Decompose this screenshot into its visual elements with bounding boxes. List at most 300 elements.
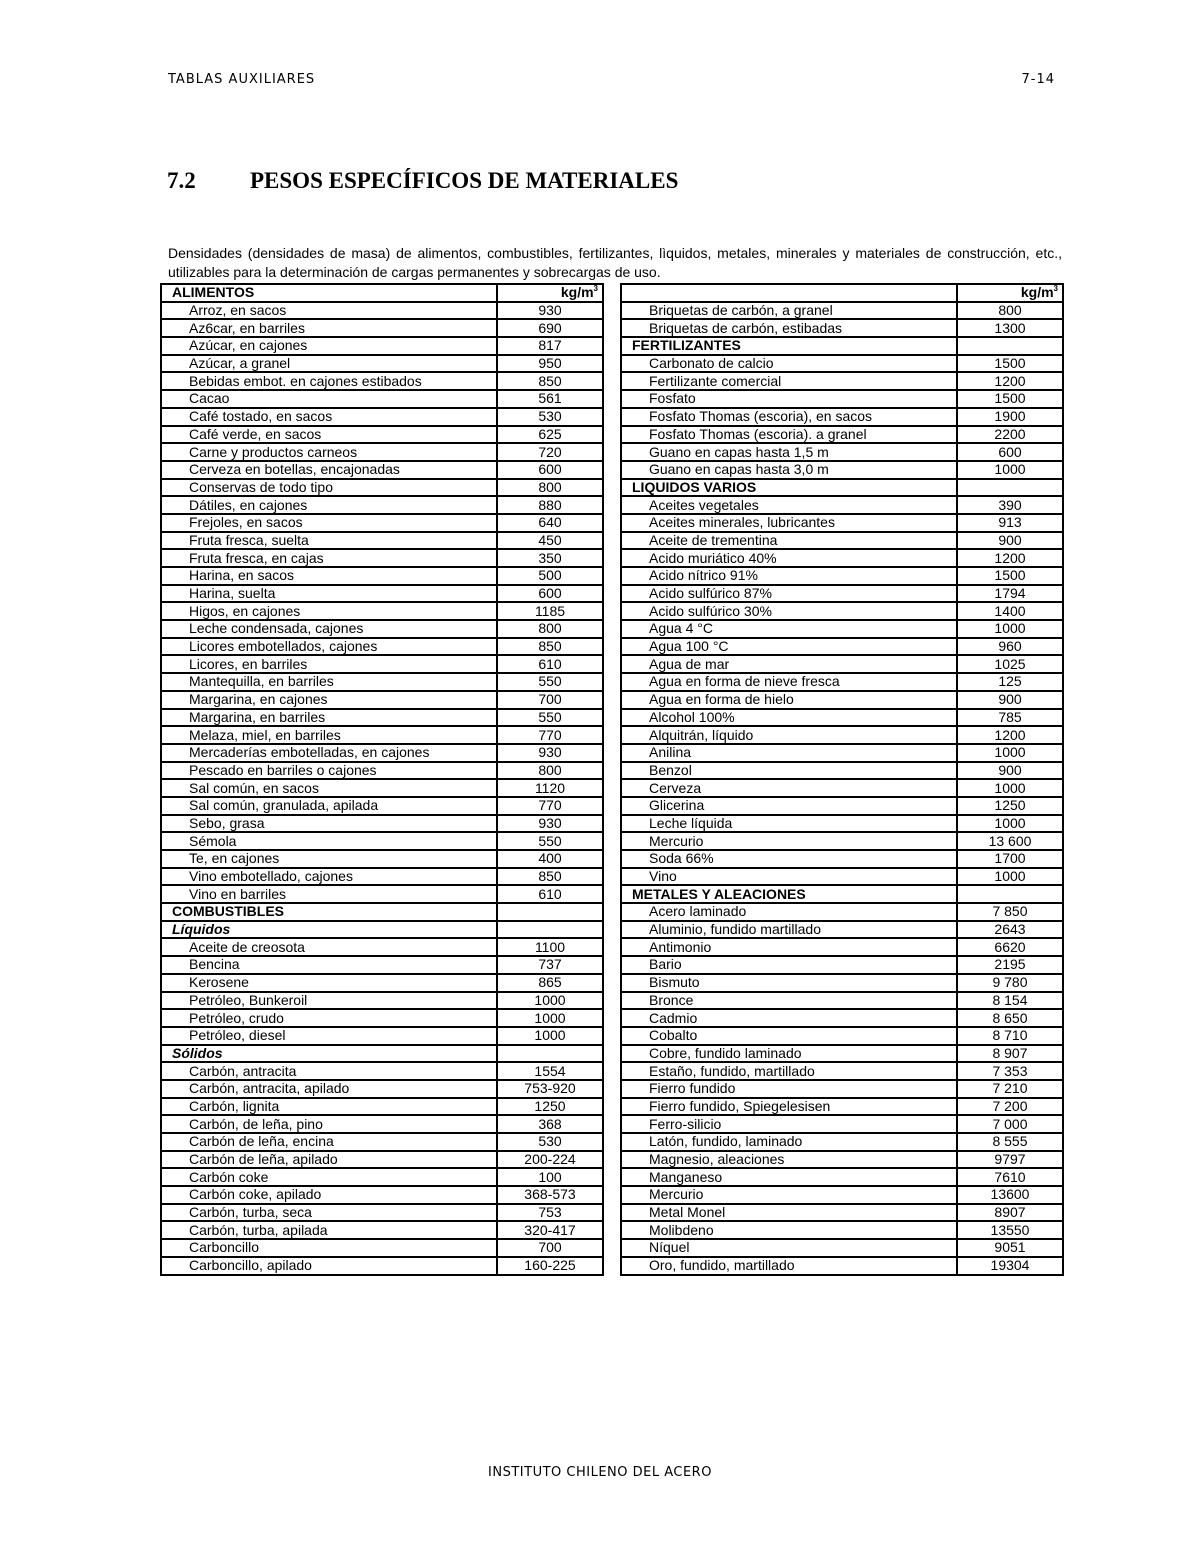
material-name: Alquitrán, líquido bbox=[621, 726, 957, 744]
material-name: Te, en cajones bbox=[161, 850, 497, 868]
material-name: Carbonato de calcio bbox=[621, 355, 957, 373]
material-name: Carbón, antracita, apilado bbox=[161, 1080, 497, 1098]
table-row bbox=[161, 372, 603, 390]
density-value: 900 bbox=[957, 532, 1063, 550]
table-row bbox=[161, 779, 603, 797]
table-row bbox=[621, 514, 1063, 532]
material-name: Aluminio, fundido martillado bbox=[621, 921, 957, 939]
density-value: 8 710 bbox=[957, 1027, 1063, 1045]
table-row bbox=[621, 461, 1063, 479]
category-row bbox=[621, 479, 1063, 497]
table-row bbox=[161, 974, 603, 992]
material-name: Dátiles, en cajones bbox=[161, 496, 497, 514]
density-value: 390 bbox=[957, 496, 1063, 514]
density-value: 1300 bbox=[957, 319, 1063, 337]
table-row bbox=[621, 956, 1063, 974]
table-row bbox=[621, 1080, 1063, 1098]
table-row bbox=[621, 585, 1063, 603]
table-row bbox=[161, 1080, 603, 1098]
table-row bbox=[621, 673, 1063, 691]
density-value: 350 bbox=[497, 549, 603, 567]
density-value: 1500 bbox=[957, 390, 1063, 408]
density-value: 850 bbox=[497, 868, 603, 886]
material-name: FERTILIZANTES bbox=[621, 337, 957, 355]
density-value: 900 bbox=[957, 691, 1063, 709]
density-value: 1000 bbox=[497, 992, 603, 1010]
density-value: 753 bbox=[497, 1204, 603, 1222]
material-name: Mercaderías embotelladas, en cajones bbox=[161, 744, 497, 762]
density-value: 1000 bbox=[957, 779, 1063, 797]
density-value: 1900 bbox=[957, 408, 1063, 426]
unit-superscript: 3 bbox=[1053, 284, 1058, 294]
density-value: 9 780 bbox=[957, 974, 1063, 992]
density-value: 1250 bbox=[957, 797, 1063, 815]
material-name: Bencina bbox=[161, 956, 497, 974]
density-value: 400 bbox=[497, 850, 603, 868]
material-name: Glicerina bbox=[621, 797, 957, 815]
table-row bbox=[621, 1221, 1063, 1239]
density-value: 817 bbox=[497, 337, 603, 355]
material-name: Fosfato bbox=[621, 390, 957, 408]
table-row bbox=[161, 585, 603, 603]
density-value: 13 600 bbox=[957, 832, 1063, 850]
density-value: 1025 bbox=[957, 655, 1063, 673]
material-name: Carbón, lignita bbox=[161, 1098, 497, 1116]
table-row bbox=[161, 992, 603, 1010]
density-value: 8 650 bbox=[957, 1009, 1063, 1027]
table-row bbox=[161, 726, 603, 744]
table-row bbox=[161, 762, 603, 780]
material-name: Ferro-silicio bbox=[621, 1115, 957, 1133]
density-value: 720 bbox=[497, 443, 603, 461]
table-row bbox=[621, 762, 1063, 780]
section-number: 7.2 bbox=[167, 168, 196, 193]
table-row bbox=[161, 744, 603, 762]
column-header-material bbox=[621, 284, 957, 302]
table-row bbox=[621, 1133, 1063, 1151]
density-value: 1000 bbox=[957, 868, 1063, 886]
density-value: 900 bbox=[957, 762, 1063, 780]
material-name: Petróleo, crudo bbox=[161, 1009, 497, 1027]
table-row bbox=[161, 1204, 603, 1222]
table-header-row bbox=[621, 284, 1063, 302]
density-value: 930 bbox=[497, 815, 603, 833]
density-value: 7 353 bbox=[957, 1062, 1063, 1080]
table-row bbox=[621, 1115, 1063, 1133]
material-name: Margarina, en cajones bbox=[161, 691, 497, 709]
density-value: 2643 bbox=[957, 921, 1063, 939]
density-value: 7 210 bbox=[957, 1080, 1063, 1098]
table-row bbox=[161, 532, 603, 550]
table-row bbox=[621, 1204, 1063, 1222]
table-row bbox=[621, 372, 1063, 390]
table-row bbox=[161, 302, 603, 320]
material-name: Agua de mar bbox=[621, 655, 957, 673]
density-value: 7 200 bbox=[957, 1098, 1063, 1116]
table-row bbox=[161, 709, 603, 727]
table-row bbox=[161, 797, 603, 815]
table-row bbox=[161, 1133, 603, 1151]
material-name: Briquetas de carbón, a granel bbox=[621, 302, 957, 320]
table-row bbox=[621, 868, 1063, 886]
material-name: Manganeso bbox=[621, 1168, 957, 1186]
table-row bbox=[161, 1221, 603, 1239]
density-value: 930 bbox=[497, 744, 603, 762]
table-row bbox=[621, 549, 1063, 567]
density-value: 1554 bbox=[497, 1062, 603, 1080]
density-value: 9797 bbox=[957, 1151, 1063, 1169]
density-value: 125 bbox=[957, 673, 1063, 691]
table-row bbox=[621, 850, 1063, 868]
density-value: 800 bbox=[497, 479, 603, 497]
unit-label: kg/m bbox=[1020, 284, 1054, 301]
table-row bbox=[161, 1062, 603, 1080]
density-value: 200-224 bbox=[497, 1151, 603, 1169]
density-value: 800 bbox=[957, 302, 1063, 320]
material-name: Carbón, turba, seca bbox=[161, 1204, 497, 1222]
density-value: 600 bbox=[957, 443, 1063, 461]
density-value bbox=[497, 903, 603, 921]
density-value: 550 bbox=[497, 709, 603, 727]
density-value: 561 bbox=[497, 390, 603, 408]
material-name: Fierro fundido, Spiegelesisen bbox=[621, 1098, 957, 1116]
density-value: 1200 bbox=[957, 549, 1063, 567]
material-name: Acido sulfúrico 30% bbox=[621, 602, 957, 620]
material-name: Carne y productos carneos bbox=[161, 443, 497, 461]
density-value: 800 bbox=[497, 762, 603, 780]
density-value: 550 bbox=[497, 832, 603, 850]
table-header-row bbox=[161, 284, 603, 302]
table-row bbox=[621, 1186, 1063, 1204]
density-value: 1400 bbox=[957, 602, 1063, 620]
material-name: Higos, en cajones bbox=[161, 602, 497, 620]
material-name: Margarina, en barriles bbox=[161, 709, 497, 727]
density-value: 8 154 bbox=[957, 992, 1063, 1010]
table-row bbox=[621, 1098, 1063, 1116]
table-row bbox=[161, 956, 603, 974]
material-name: Aceite de creosota bbox=[161, 938, 497, 956]
material-name: Azúcar, en cajones bbox=[161, 337, 497, 355]
table-row bbox=[621, 567, 1063, 585]
table-row bbox=[621, 319, 1063, 337]
density-value: 7 000 bbox=[957, 1115, 1063, 1133]
table-row bbox=[161, 426, 603, 444]
table-row bbox=[621, 903, 1063, 921]
material-name: LIQUIDOS VARIOS bbox=[621, 479, 957, 497]
material-name: Vino embotellado, cajones bbox=[161, 868, 497, 886]
material-name: Carbón, turba, apilada bbox=[161, 1221, 497, 1239]
density-value: 13550 bbox=[957, 1221, 1063, 1239]
table-row bbox=[621, 408, 1063, 426]
density-value: 1794 bbox=[957, 585, 1063, 603]
density-value bbox=[957, 337, 1063, 355]
material-name: Az6car, en barriles bbox=[161, 319, 497, 337]
unit-label: kg/m bbox=[560, 284, 594, 301]
density-value: 500 bbox=[497, 567, 603, 585]
density-value: 785 bbox=[957, 709, 1063, 727]
material-name: Fruta fresca, suelta bbox=[161, 532, 497, 550]
density-value: 100 bbox=[497, 1168, 603, 1186]
density-value: 770 bbox=[497, 797, 603, 815]
density-value: 530 bbox=[497, 408, 603, 426]
table-row bbox=[161, 620, 603, 638]
table-row bbox=[621, 390, 1063, 408]
material-name: Carboncillo, apilado bbox=[161, 1257, 497, 1275]
table-row bbox=[161, 496, 603, 514]
material-name: Sólidos bbox=[161, 1045, 497, 1063]
table-row bbox=[161, 337, 603, 355]
material-name: Acido muriático 40% bbox=[621, 549, 957, 567]
density-value: 700 bbox=[497, 1239, 603, 1257]
table-row bbox=[161, 602, 603, 620]
material-name: Café verde, en sacos bbox=[161, 426, 497, 444]
material-name: Sebo, grasa bbox=[161, 815, 497, 833]
density-value: 1700 bbox=[957, 850, 1063, 868]
table-row bbox=[161, 408, 603, 426]
density-value: 8 555 bbox=[957, 1133, 1063, 1151]
table-row bbox=[161, 832, 603, 850]
material-name: Anilina bbox=[621, 744, 957, 762]
material-name: Metal Monel bbox=[621, 1204, 957, 1222]
intro-paragraph: Densidades (densidades de masa) de alimentos, combustibles, fertilizantes, lìquidos, metales, minerales y materiales de construcción, etc., utilizables para la determinación de cargas permanentes y sobrecargas de uso. bbox=[168, 245, 1062, 280]
density-value: 1000 bbox=[497, 1009, 603, 1027]
density-value: 753-920 bbox=[497, 1080, 603, 1098]
density-value: 368 bbox=[497, 1115, 603, 1133]
table-row bbox=[621, 921, 1063, 939]
density-value bbox=[497, 1045, 603, 1063]
table-row bbox=[621, 532, 1063, 550]
table-row bbox=[621, 709, 1063, 727]
material-name: Carbón de leña, encina bbox=[161, 1133, 497, 1151]
table-row bbox=[621, 1027, 1063, 1045]
density-value: 1000 bbox=[957, 620, 1063, 638]
density-value: 1250 bbox=[497, 1098, 603, 1116]
density-value: 1185 bbox=[497, 602, 603, 620]
material-name: Fosfato Thomas (escoria). a granel bbox=[621, 426, 957, 444]
material-name: Carbón de leña, apilado bbox=[161, 1151, 497, 1169]
table-row bbox=[161, 1257, 603, 1275]
density-value: 2195 bbox=[957, 956, 1063, 974]
material-name: Melaza, miel, en barriles bbox=[161, 726, 497, 744]
density-value bbox=[497, 921, 603, 939]
material-name: Mercurio bbox=[621, 832, 957, 850]
section-heading: PESOS ESPECÍFICOS DE MATERIALES bbox=[250, 168, 679, 193]
density-value: 13600 bbox=[957, 1186, 1063, 1204]
material-name: Harina, suelta bbox=[161, 585, 497, 603]
material-name: Mercurio bbox=[621, 1186, 957, 1204]
density-table-left bbox=[160, 283, 604, 1276]
table-row bbox=[621, 620, 1063, 638]
table-row bbox=[621, 1045, 1063, 1063]
table-row bbox=[621, 1062, 1063, 1080]
table-row bbox=[161, 850, 603, 868]
material-name: Frejoles, en sacos bbox=[161, 514, 497, 532]
material-name: Benzol bbox=[621, 762, 957, 780]
material-name: Azúcar, a granel bbox=[161, 355, 497, 373]
density-value: 1100 bbox=[497, 938, 603, 956]
table-row bbox=[621, 938, 1063, 956]
table-row bbox=[161, 514, 603, 532]
density-value: 960 bbox=[957, 638, 1063, 656]
table-row bbox=[161, 1115, 603, 1133]
material-name: Estaño, fundido, martillado bbox=[621, 1062, 957, 1080]
density-value: 913 bbox=[957, 514, 1063, 532]
density-value: 6620 bbox=[957, 938, 1063, 956]
density-value: 1000 bbox=[957, 461, 1063, 479]
table-row bbox=[621, 496, 1063, 514]
table-row bbox=[621, 1009, 1063, 1027]
table-row bbox=[621, 602, 1063, 620]
material-name: Vino bbox=[621, 868, 957, 886]
table-row bbox=[621, 1257, 1063, 1275]
table-row bbox=[621, 443, 1063, 461]
table-row bbox=[161, 390, 603, 408]
material-name: Cobalto bbox=[621, 1027, 957, 1045]
material-name: Guano en capas hasta 3,0 m bbox=[621, 461, 957, 479]
material-name: Licores embotellados, cajones bbox=[161, 638, 497, 656]
unit-superscript: 3 bbox=[593, 284, 598, 294]
density-value: 19304 bbox=[957, 1257, 1063, 1275]
material-name: Molibdeno bbox=[621, 1221, 957, 1239]
table-row bbox=[161, 673, 603, 691]
material-name: Fertilizante comercial bbox=[621, 372, 957, 390]
table-row bbox=[161, 549, 603, 567]
material-name: Briquetas de carbón, estibadas bbox=[621, 319, 957, 337]
table-row bbox=[621, 744, 1063, 762]
density-value: 1500 bbox=[957, 355, 1063, 373]
material-name: Agua en forma de nieve fresca bbox=[621, 673, 957, 691]
subcategory-row bbox=[161, 921, 603, 939]
density-value: 600 bbox=[497, 461, 603, 479]
material-name: Acero laminado bbox=[621, 903, 957, 921]
density-value: 1000 bbox=[957, 815, 1063, 833]
table-row bbox=[161, 319, 603, 337]
table-row bbox=[621, 426, 1063, 444]
material-name: Fosfato Thomas (escoria), en sacos bbox=[621, 408, 957, 426]
material-name: Sal común, granulada, apilada bbox=[161, 797, 497, 815]
density-value: 450 bbox=[497, 532, 603, 550]
material-name: Aceite de trementina bbox=[621, 532, 957, 550]
material-name: Líquidos bbox=[161, 921, 497, 939]
table-row bbox=[161, 1151, 603, 1169]
material-name: Carboncillo bbox=[161, 1239, 497, 1257]
density-value: 368-573 bbox=[497, 1186, 603, 1204]
table-row bbox=[161, 938, 603, 956]
density-value: 625 bbox=[497, 426, 603, 444]
material-name: Arroz, en sacos bbox=[161, 302, 497, 320]
material-name: Agua en forma de hielo bbox=[621, 691, 957, 709]
table-row bbox=[161, 885, 603, 903]
density-value: 1000 bbox=[497, 1027, 603, 1045]
material-name: METALES Y ALEACIONES bbox=[621, 885, 957, 903]
density-value: 8907 bbox=[957, 1204, 1063, 1222]
material-name: Harina, en sacos bbox=[161, 567, 497, 585]
density-value: 530 bbox=[497, 1133, 603, 1151]
category-row bbox=[161, 903, 603, 921]
density-value: 880 bbox=[497, 496, 603, 514]
table-row bbox=[621, 1168, 1063, 1186]
table-row bbox=[621, 726, 1063, 744]
table-row bbox=[161, 355, 603, 373]
density-value: 1200 bbox=[957, 372, 1063, 390]
table-row bbox=[161, 655, 603, 673]
table-row bbox=[621, 691, 1063, 709]
table-row bbox=[161, 1027, 603, 1045]
density-value bbox=[957, 479, 1063, 497]
density-value: 550 bbox=[497, 673, 603, 691]
category-row bbox=[621, 885, 1063, 903]
material-name: Níquel bbox=[621, 1239, 957, 1257]
table-row bbox=[161, 691, 603, 709]
density-value: 8 907 bbox=[957, 1045, 1063, 1063]
table-row bbox=[161, 1186, 603, 1204]
column-header-unit bbox=[497, 284, 603, 302]
material-name: COMBUSTIBLES bbox=[161, 903, 497, 921]
material-name: Agua 100 °C bbox=[621, 638, 957, 656]
density-value: 1000 bbox=[957, 744, 1063, 762]
material-name: Vino en barriles bbox=[161, 885, 497, 903]
density-value: 1500 bbox=[957, 567, 1063, 585]
table-row bbox=[161, 868, 603, 886]
material-name: Soda 66% bbox=[621, 850, 957, 868]
table-row bbox=[161, 461, 603, 479]
column-header-material: ALIMENTOS bbox=[161, 284, 497, 302]
material-name: Leche líquida bbox=[621, 815, 957, 833]
section-title bbox=[167, 168, 678, 194]
density-table-right bbox=[620, 283, 1064, 1276]
material-name: Guano en capas hasta 1,5 m bbox=[621, 443, 957, 461]
density-value: 2200 bbox=[957, 426, 1063, 444]
material-name: Carbón, antracita bbox=[161, 1062, 497, 1080]
category-row bbox=[621, 337, 1063, 355]
table-row bbox=[161, 1009, 603, 1027]
material-name: Bebidas embot. en cajones estibados bbox=[161, 372, 497, 390]
material-name: Aceites minerales, lubricantes bbox=[621, 514, 957, 532]
table-row bbox=[621, 638, 1063, 656]
density-value: 690 bbox=[497, 319, 603, 337]
table-row bbox=[621, 992, 1063, 1010]
material-name: Sal común, en sacos bbox=[161, 779, 497, 797]
table-row bbox=[621, 355, 1063, 373]
table-row bbox=[621, 1151, 1063, 1169]
material-name: Magnesio, aleaciones bbox=[621, 1151, 957, 1169]
density-value: 7610 bbox=[957, 1168, 1063, 1186]
material-name: Acido nítrico 91% bbox=[621, 567, 957, 585]
material-name: Leche condensada, cajones bbox=[161, 620, 497, 638]
material-name: Cadmio bbox=[621, 1009, 957, 1027]
subcategory-row bbox=[161, 1045, 603, 1063]
material-name: Sémola bbox=[161, 832, 497, 850]
table-row bbox=[161, 1098, 603, 1116]
density-value: 600 bbox=[497, 585, 603, 603]
density-value: 1200 bbox=[957, 726, 1063, 744]
material-name: Latón, fundido, laminado bbox=[621, 1133, 957, 1151]
table-row bbox=[621, 779, 1063, 797]
material-name: Aceites vegetales bbox=[621, 496, 957, 514]
material-name: Acido sulfúrico 87% bbox=[621, 585, 957, 603]
material-name: Cerveza bbox=[621, 779, 957, 797]
table-row bbox=[621, 832, 1063, 850]
table-row bbox=[621, 1239, 1063, 1257]
density-value: 950 bbox=[497, 355, 603, 373]
density-value: 700 bbox=[497, 691, 603, 709]
material-name: Antimonio bbox=[621, 938, 957, 956]
table-row bbox=[161, 1239, 603, 1257]
table-row bbox=[161, 638, 603, 656]
material-name: Cerveza en botellas, encajonadas bbox=[161, 461, 497, 479]
density-value: 160-225 bbox=[497, 1257, 603, 1275]
material-name: Carbón coke, apilado bbox=[161, 1186, 497, 1204]
